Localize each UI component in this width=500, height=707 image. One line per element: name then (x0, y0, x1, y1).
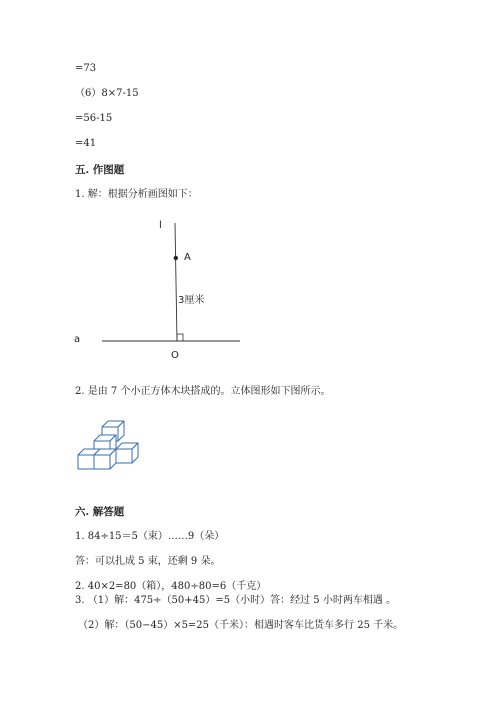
answer-3-part-2: （2）解：（50−45）×5=25（千米）：相遇时客车比货车多行 25 千米。 (78, 620, 404, 631)
perpendicular-line-figure (70, 215, 255, 365)
line-l (175, 223, 177, 341)
right-angle-marker (177, 334, 183, 341)
label-point-a: A (184, 252, 191, 263)
point-a (174, 256, 178, 260)
calc-line-result-41: =41 (75, 138, 97, 149)
answer-1-calc: 1. 84÷15＝5（束）……9（朵） (75, 531, 225, 542)
question-1-text: 1. 解：根据分析画图如下： (75, 189, 198, 200)
label-point-o: O (171, 350, 179, 361)
label-line-a: a (74, 334, 81, 345)
section-title-answers: 六. 解答题 (75, 506, 125, 518)
label-l: l (159, 220, 162, 231)
answer-1-conclusion: 答：可以扎成 5 束，还剩 9 朵。 (75, 556, 221, 567)
section-title-drawing: 五. 作图题 (75, 164, 125, 176)
question-2-text: 2. 是由 7 个小正方体木块搭成的。立体图形如下图所示。 (75, 386, 331, 397)
answer-3-part-1: 3. （1）解：475÷（50+45）=5（小时）答：经过 5 小时两车相遇 。 (75, 595, 397, 606)
label-length: 3厘米 (178, 295, 205, 306)
calc-line-result-73: =73 (75, 63, 97, 74)
answer-2: 2. 40×2=80（箱），480÷80=6（千克） (75, 581, 267, 592)
calc-line-problem-6: （6）8×7-15 (75, 88, 139, 99)
cube-stack-figure (74, 415, 144, 477)
calc-line-step: =56-15 (75, 113, 113, 124)
